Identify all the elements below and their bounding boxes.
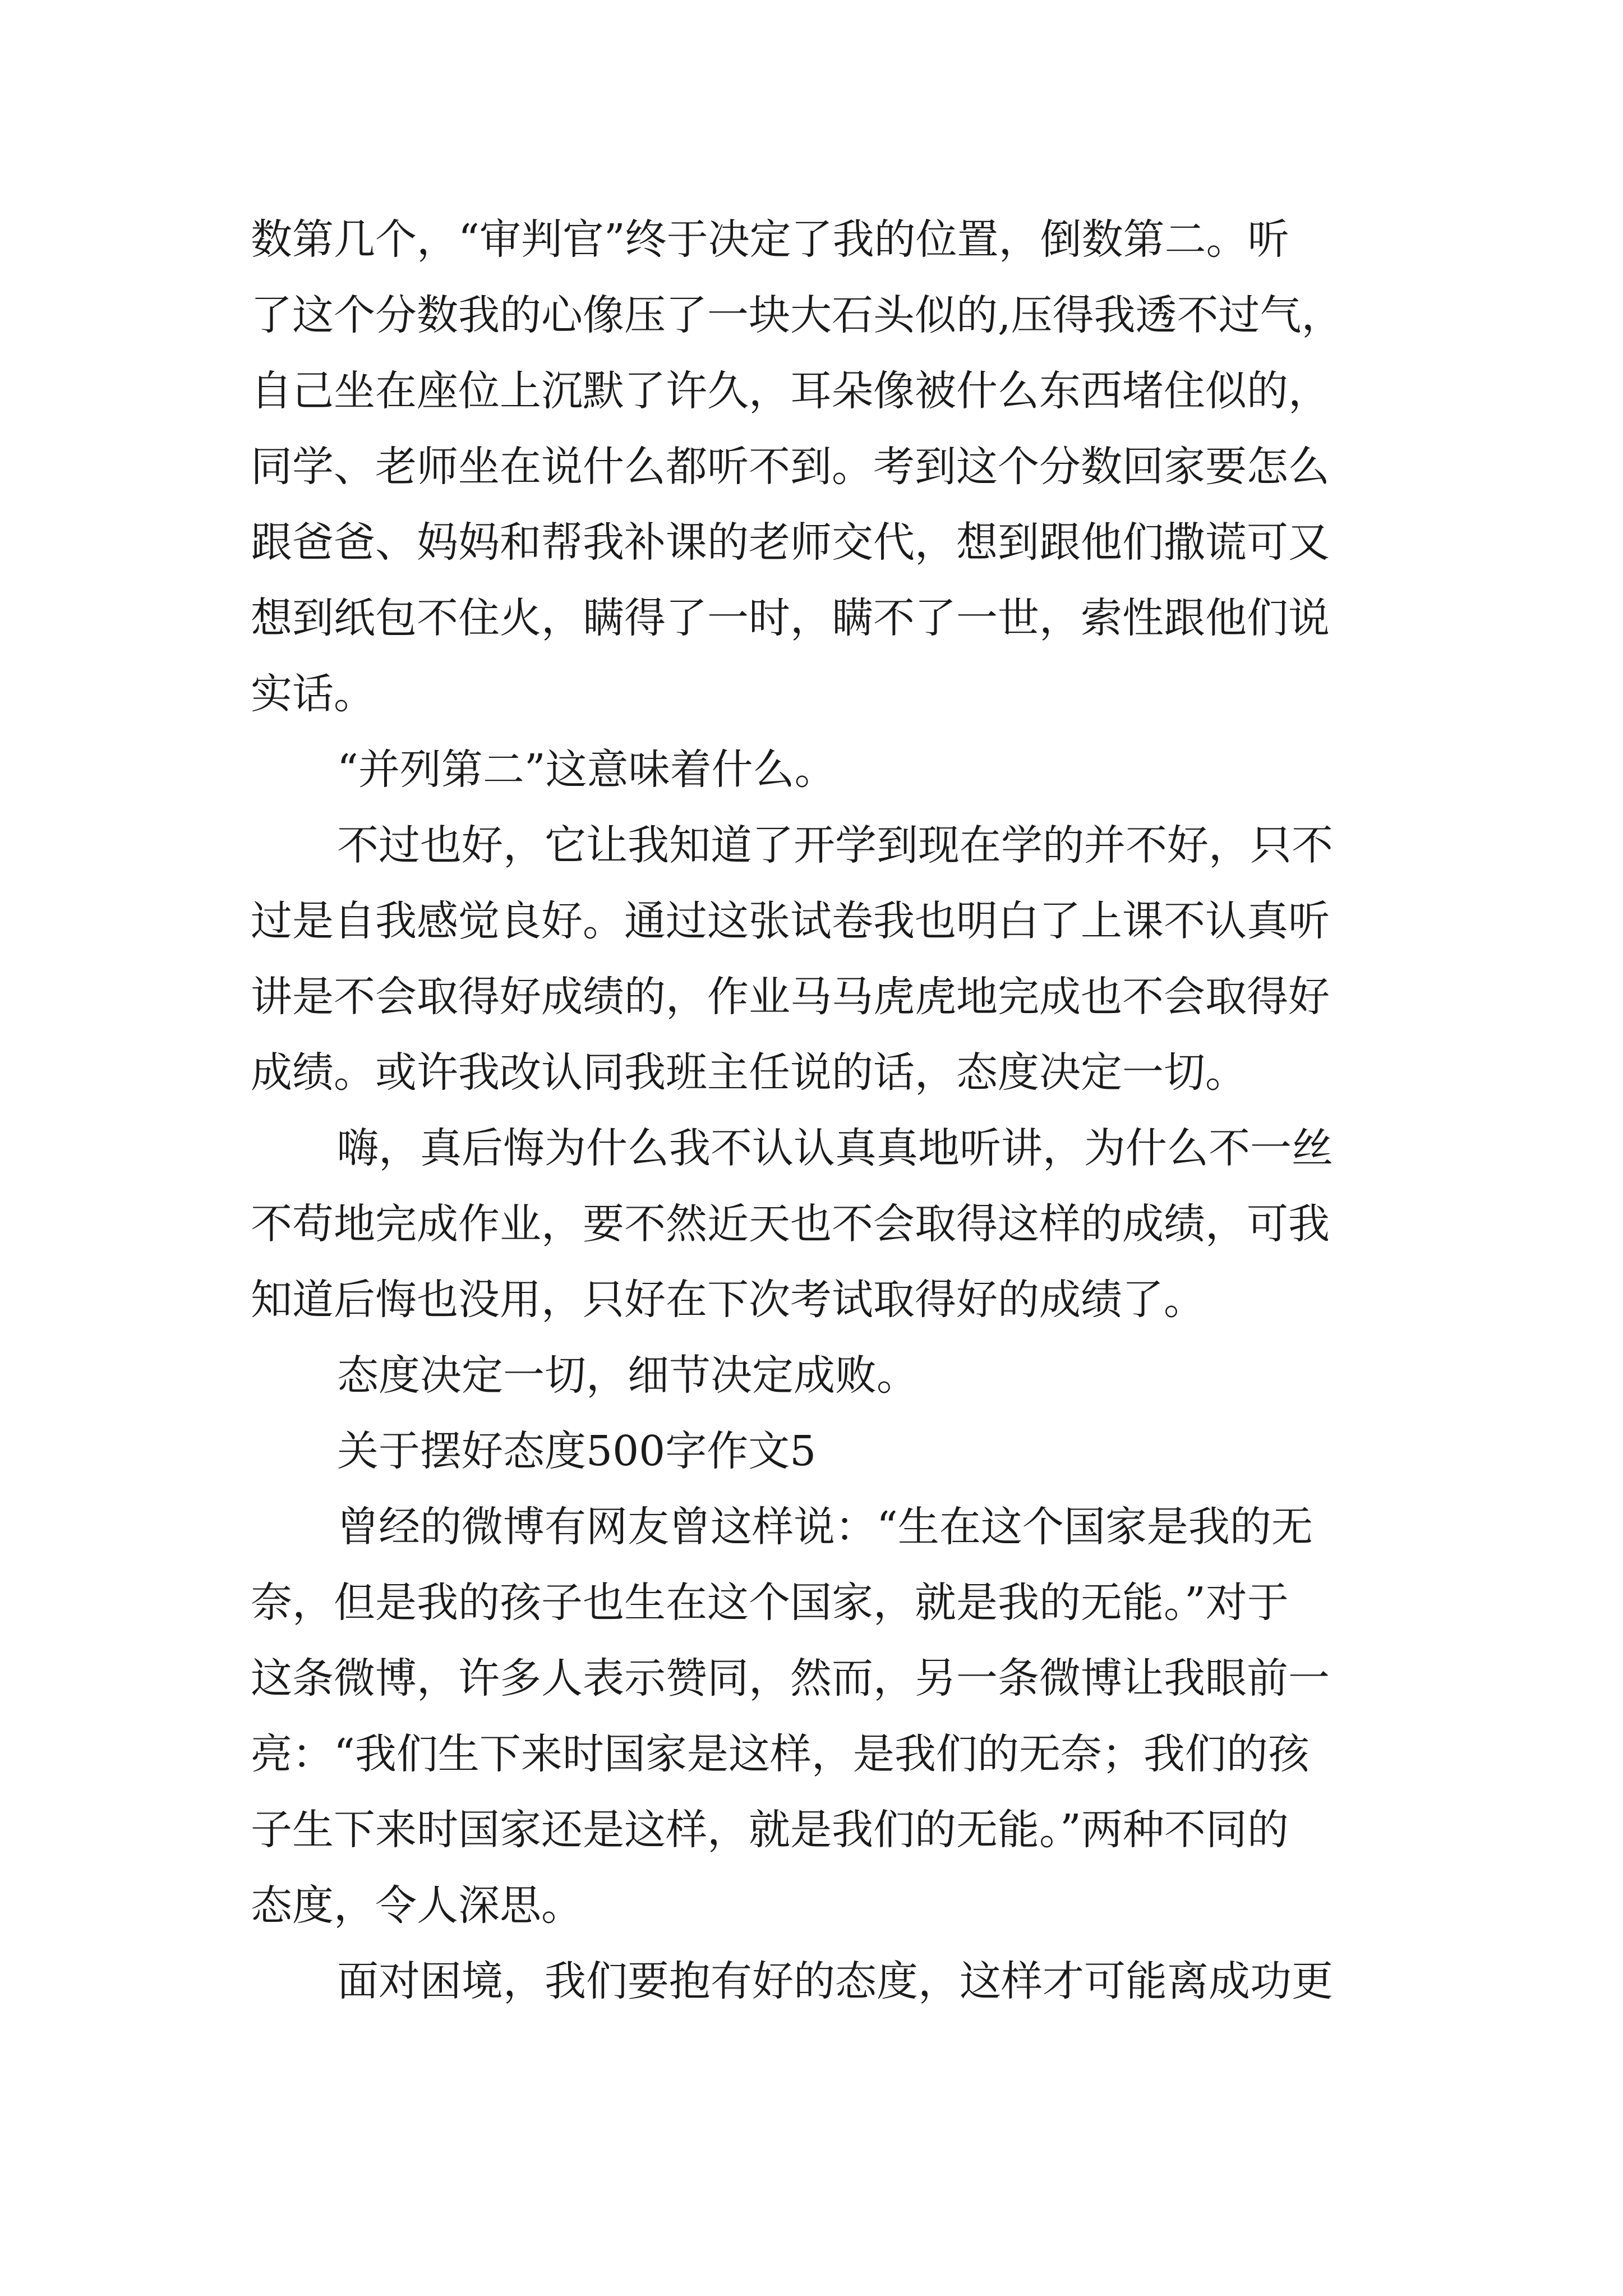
text-line: 实话。 <box>251 670 375 718</box>
text-line: 态度决定一切，细节决定成败。 <box>337 1351 918 1400</box>
text-line: 子生下来时国家还是这样，就是我们的无能。”两种不同的 <box>251 1806 1289 1854</box>
text-line: 了这个分数我的心像压了一块大石头似的,压得我透不过气， <box>251 291 1343 339</box>
text-line: 跟爸爸、妈妈和帮我补课的老师交代，想到跟他们撒谎可又 <box>251 518 1330 567</box>
text-line: 奈，但是我的孩子也生在这个国家，就是我的无能。”对于 <box>251 1579 1289 1627</box>
text-line: 过是自我感觉良好。通过这张试卷我也明白了上课不认真听 <box>251 897 1330 945</box>
text-line: 面对困境，我们要抱有好的态度，这样才可能离成功更 <box>337 1957 1333 2005</box>
section-heading: 关于摆好态度500字作文5 <box>337 1427 817 1475</box>
text-line: 知道后悔也没用，只好在下次考试取得好的成绩了。 <box>251 1276 1205 1324</box>
text-line: 同学、老师坐在说什么都听不到。考到这个分数回家要怎么 <box>251 443 1330 491</box>
text-line: 成绩。或许我改认同我班主任说的话，态度决定一切。 <box>251 1048 1247 1097</box>
text-line: 曾经的微博有网友曾这样说：“生在这个国家是我的无 <box>337 1503 1313 1551</box>
text-line: 想到纸包不住火，瞒得了一时，瞒不了一世，索性跟他们说 <box>251 594 1330 642</box>
text-line: 亮：“我们生下来时国家是这样，是我们的无奈；我们的孩 <box>251 1730 1310 1778</box>
text-line: 自己坐在座位上沉默了许久，耳朵像被什么东西堵住似的， <box>251 367 1330 415</box>
text-line: 嗨，真后悔为什么我不认认真真地听讲，为什么不一丝 <box>337 1124 1333 1172</box>
text-line: 不过也好，它让我知道了开学到现在学的并不好，只不 <box>337 821 1333 869</box>
text-line: 数第几个，“审判官”终于决定了我的位置，倒数第二。听 <box>251 215 1289 264</box>
text-line: 态度，令人深思。 <box>251 1881 583 1930</box>
text-line: 讲是不会取得好成绩的，作业马马虎虎地完成也不会取得好 <box>251 973 1330 1021</box>
text-line: “并列第二”这意味着什么。 <box>337 746 836 794</box>
text-line: 这条微博，许多人表示赞同，然而，另一条微博让我眼前一 <box>251 1654 1330 1703</box>
text-line: 不苟地完成作业，要不然近天也不会取得这样的成绩，可我 <box>251 1200 1330 1248</box>
